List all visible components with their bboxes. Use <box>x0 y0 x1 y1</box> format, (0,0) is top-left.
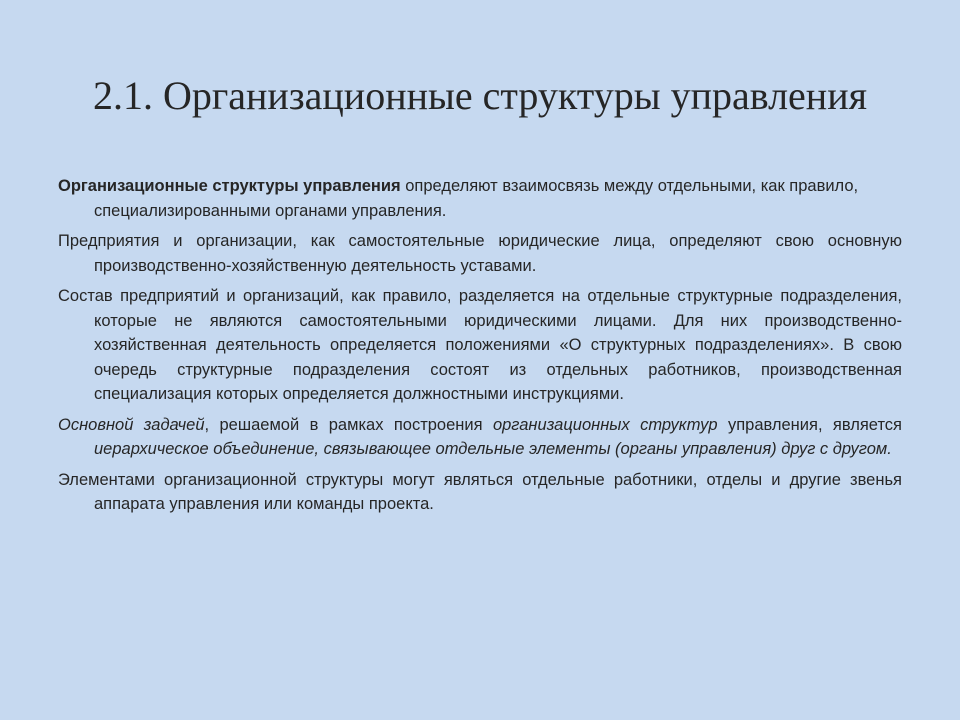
paragraph-main-task <box>58 413 902 462</box>
text-run: Элементами организационной структуры могут являться отдельные работники, отделы и другие звенья аппарата управления или команды проекта. <box>58 470 902 513</box>
paragraph-enterprises <box>58 229 902 278</box>
text-run: организационных структур <box>492 415 718 434</box>
text-run: Состав предприятий и организаций, как правило, разделяется на отдельные структурные подразделения, которые не являются самостоятельными юридическими лицами. Для них производственно-хозяйственная деятельность определяется положениями «О структурных подразделениях». В свою очередь структурные подразделения состоят из отдельных работников, производственная специализация которых определяется должностными инструкциями. <box>58 287 902 403</box>
text-run: , решаемой в рамках построения <box>204 415 493 434</box>
slide-title: 2.1. Организационные структуры управления <box>92 73 868 118</box>
paragraph-elements <box>58 468 902 517</box>
text-run: определяют взаимосвязь между отдельными, как правило, специализированными органами управления. <box>94 177 859 220</box>
text-run: Основной задачей <box>58 415 205 434</box>
slide-body <box>58 174 902 523</box>
paragraph-composition <box>58 284 902 407</box>
paragraph-definition <box>58 174 902 223</box>
text-run: управления, является <box>717 415 902 434</box>
text-run: иерархическое объединение, связывающее отдельные элементы (органы управления) друг с другом. <box>94 440 892 458</box>
text-run: Организационные структуры управления <box>58 177 401 195</box>
text-run: Предприятия и организации, как самостоятельные юридические лица, определяют свою основную производственно-хозяйственную деятельность уставами. <box>58 232 902 275</box>
